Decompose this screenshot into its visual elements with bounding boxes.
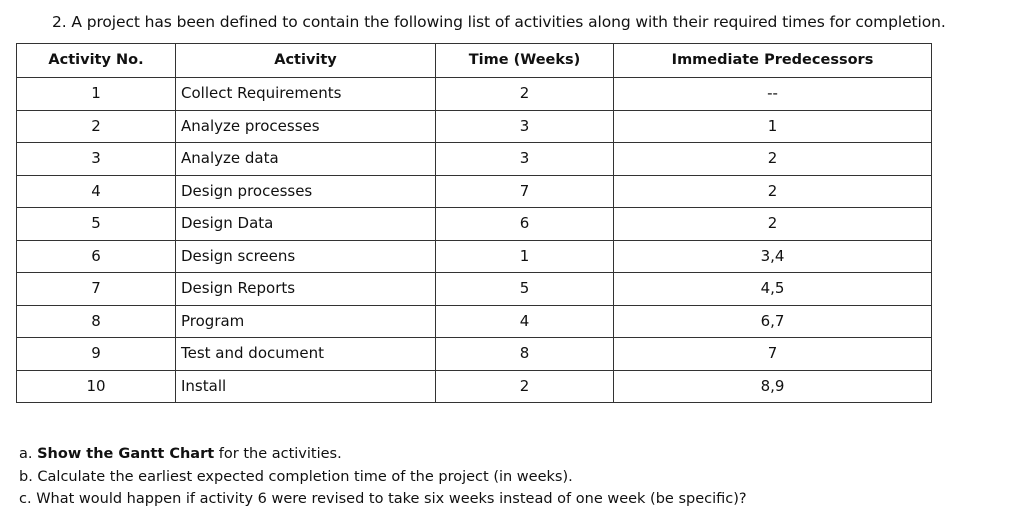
- activity-no-cell: 5: [17, 208, 176, 241]
- header-activity: Activity: [176, 44, 436, 78]
- header-time-weeks: Time (Weeks): [436, 44, 614, 78]
- activity-name-cell: Collect Requirements: [176, 78, 436, 111]
- table-row: [17, 305, 932, 338]
- activity-name-cell: Install: [176, 370, 436, 403]
- table-row: [17, 370, 932, 403]
- activity-name-cell: Design screens: [176, 240, 436, 273]
- predecessors-cell: 7: [614, 338, 932, 371]
- table-row: [17, 78, 932, 111]
- predecessors-cell: --: [614, 78, 932, 111]
- time-cell: 1: [436, 240, 614, 273]
- question-parts: [19, 443, 747, 511]
- table-header-row: [17, 44, 932, 78]
- header-activity-no: Activity No.: [17, 44, 176, 78]
- activities-table: [16, 43, 932, 403]
- part-a-bold: Show the Gantt Chart: [37, 446, 215, 462]
- predecessors-cell: 2: [614, 208, 932, 241]
- time-cell: 2: [436, 370, 614, 403]
- activity-name-cell: Analyze processes: [176, 110, 436, 143]
- activity-no-cell: 6: [17, 240, 176, 273]
- table-row: [17, 175, 932, 208]
- question-text: 2. A project has been defined to contain the following list of activities along with their required times for completion.: [52, 13, 946, 31]
- time-cell: 3: [436, 143, 614, 176]
- time-cell: 4: [436, 305, 614, 338]
- activity-name-cell: Test and document: [176, 338, 436, 371]
- part-a: [19, 443, 747, 466]
- time-cell: 5: [436, 273, 614, 306]
- predecessors-cell: 2: [614, 175, 932, 208]
- table-row: [17, 143, 932, 176]
- time-cell: 7: [436, 175, 614, 208]
- table-row: [17, 273, 932, 306]
- table-row: [17, 110, 932, 143]
- table-row: [17, 338, 932, 371]
- predecessors-cell: 4,5: [614, 273, 932, 306]
- activity-no-cell: 1: [17, 78, 176, 111]
- part-b: b. Calculate the earliest expected completion time of the project (in weeks).: [19, 468, 573, 485]
- part-a-rest: for the activities.: [214, 446, 342, 462]
- activity-no-cell: 7: [17, 273, 176, 306]
- predecessors-cell: 8,9: [614, 370, 932, 403]
- activity-no-cell: 10: [17, 370, 176, 403]
- predecessors-cell: 6,7: [614, 305, 932, 338]
- predecessors-cell: 3,4: [614, 240, 932, 273]
- time-cell: 3: [436, 110, 614, 143]
- time-cell: 6: [436, 208, 614, 241]
- activity-name-cell: Program: [176, 305, 436, 338]
- part-c: c. What would happen if activity 6 were revised to take six weeks instead of one week (be specific)?: [19, 491, 747, 507]
- table-row: [17, 240, 932, 273]
- header-immediate-predecessors: Immediate Predecessors: [614, 44, 932, 78]
- activity-no-cell: 9: [17, 338, 176, 371]
- predecessors-cell: 2: [614, 143, 932, 176]
- activity-no-cell: 8: [17, 305, 176, 338]
- activity-no-cell: 2: [17, 110, 176, 143]
- table-row: [17, 208, 932, 241]
- time-cell: 2: [436, 78, 614, 111]
- activity-name-cell: Design processes: [176, 175, 436, 208]
- activity-name-cell: Design Reports: [176, 273, 436, 306]
- activity-no-cell: 3: [17, 143, 176, 176]
- part-a-prefix: a.: [19, 446, 38, 462]
- activity-name-cell: Design Data: [176, 208, 436, 241]
- activity-no-cell: 4: [17, 175, 176, 208]
- activity-name-cell: Analyze data: [176, 143, 436, 176]
- time-cell: 8: [436, 338, 614, 371]
- predecessors-cell: 1: [614, 110, 932, 143]
